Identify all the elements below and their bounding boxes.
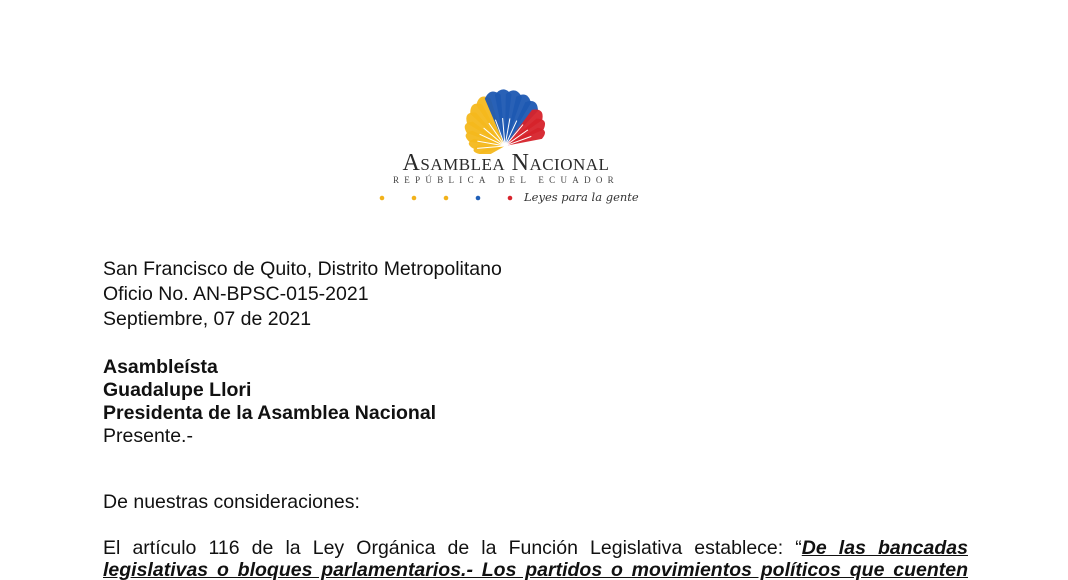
letter-place: San Francisco de Quito, Distrito Metropolitano [103, 258, 502, 280]
salutation: De nuestras consideraciones: [103, 491, 360, 513]
paragraph-line-1 [103, 537, 968, 559]
paragraph-line-2: legislativas o bloques parlamentarios.- Los partidos o movimientos políticos que cuenten [103, 559, 968, 580]
sunburst-emblem-icon [370, 84, 640, 154]
logo-dot [412, 196, 417, 201]
logo-dot [444, 196, 449, 201]
recipient-position: Presidenta de la Asamblea Nacional [103, 402, 437, 424]
asamblea-nacional-logo [370, 84, 640, 214]
paragraph-lead: El artículo 116 de la Ley Orgánica de la Función Legislativa establece: “ [103, 537, 802, 559]
logo-title: Asamblea Nacional [402, 150, 610, 176]
logo-dots [378, 194, 518, 202]
recipient-role: Asambleísta [103, 356, 218, 378]
logo-dot [476, 196, 481, 201]
office-number: Oficio No. AN-BPSC-015-2021 [103, 283, 369, 305]
logo-dot [380, 196, 385, 201]
logo-dot [508, 196, 513, 201]
recipient-name: Guadalupe Llori [103, 379, 252, 401]
logo-subtitle: REPÚBLICA DEL ECUADOR [393, 175, 619, 185]
letter-date: Septiembre, 07 de 2021 [103, 308, 312, 330]
logo-tagline: Leyes para la gente [524, 190, 639, 204]
paragraph-quote-start: De las bancadas [801, 537, 968, 559]
recipient-greeting: Presente.- [103, 425, 193, 447]
